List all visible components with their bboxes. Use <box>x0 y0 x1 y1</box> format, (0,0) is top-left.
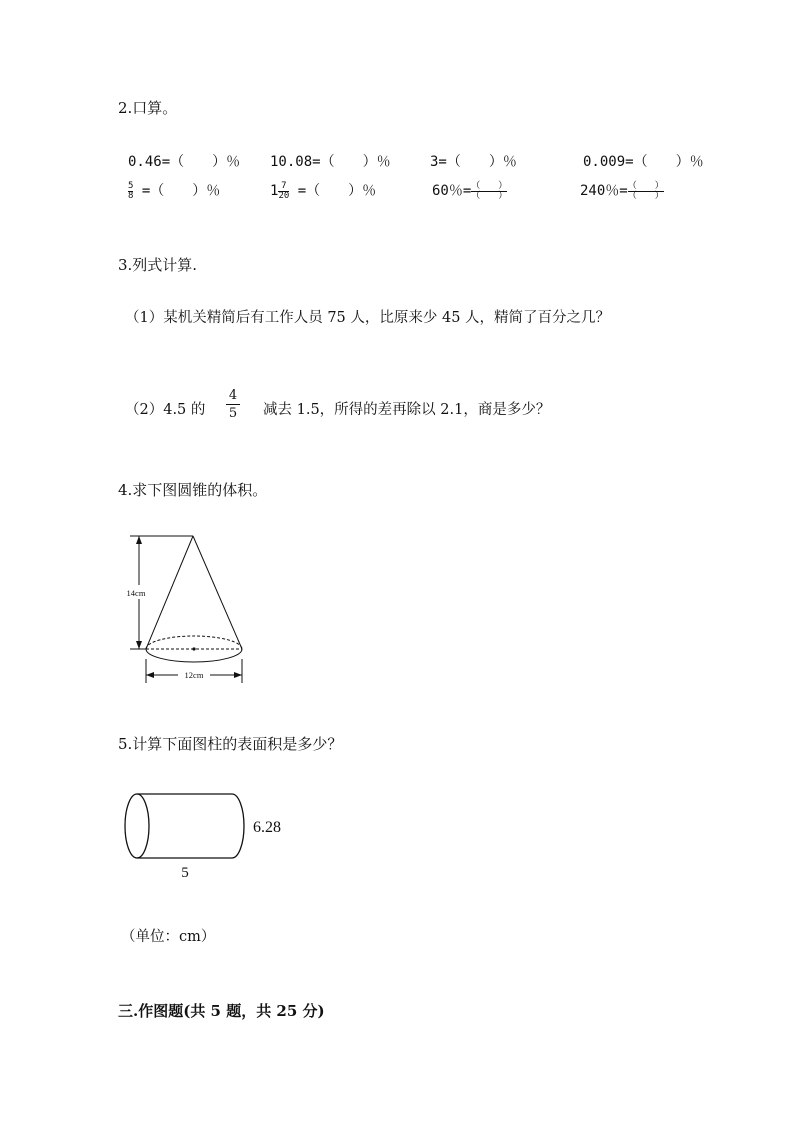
cone-right-side <box>193 536 242 649</box>
fraction-denominator: （ ） <box>471 190 508 201</box>
q5-title: 5.计算下面图柱的表面积是多少？ <box>118 735 343 753</box>
cylinder-figure <box>118 785 308 885</box>
cone-base-back <box>146 636 242 649</box>
q3-part-1: （1）某机关精简后有工作人员 75 人，比原来少 45 人，精简了百分之几？ <box>125 310 611 326</box>
fraction <box>278 182 289 201</box>
arrow-left-icon <box>146 672 154 678</box>
q3-part-2-suffix: 减去 1.5，所得的差再除以 2.1，商是多少？ <box>263 402 551 418</box>
q4-title: 4.求下图圆锥的体积。 <box>118 481 268 499</box>
height-label: 14cm <box>126 588 146 598</box>
q2-item-6 <box>270 180 376 201</box>
fraction <box>628 182 664 201</box>
section-3-title: 三.作图题(共 5 题，共 25 分) <box>118 1002 325 1020</box>
length-label: 5 <box>181 865 189 881</box>
q3-title: 3.列式计算. <box>118 256 198 274</box>
q2-item-3: 3=（ ）％ <box>430 154 517 170</box>
fraction-numerator: 7 <box>281 180 287 191</box>
cylinder-right-face <box>232 794 244 858</box>
fraction-denominator: 5 <box>228 406 238 421</box>
cone-center-point <box>192 647 195 650</box>
arrow-down-icon <box>136 641 142 649</box>
q2-item-4: 0.009=（ ）％ <box>583 154 704 170</box>
cylinder-left-face <box>125 794 149 858</box>
fraction-numerator: 4 <box>228 388 238 403</box>
fraction-denominator: 20 <box>278 190 290 201</box>
circumference-label: 6.28 <box>253 819 281 836</box>
fraction <box>128 182 133 201</box>
q3-part-2-fraction <box>226 389 240 420</box>
item-head: 60％= <box>432 183 472 199</box>
fraction-numerator: 5 <box>128 180 134 191</box>
cone-figure <box>118 525 268 695</box>
q2-title: 2.口算。 <box>118 99 178 117</box>
q3-part-2-prefix: （2）4.5 的 <box>125 402 206 418</box>
item-tail: =（ ）％ <box>141 183 221 199</box>
q5-unit-note: （单位：cm） <box>121 929 216 945</box>
fraction-numerator: （ ） <box>471 180 508 191</box>
fraction <box>471 182 507 201</box>
arrow-up-icon <box>136 536 142 544</box>
q2-item-5 <box>128 180 220 201</box>
item-tail: =（ ）％ <box>297 183 377 199</box>
q2-item-1: 0.46=（ ）％ <box>128 154 241 170</box>
cone-left-side <box>146 536 193 649</box>
q2-item-2: 10.08=（ ）％ <box>270 154 391 170</box>
arrow-right-icon <box>234 672 242 678</box>
diameter-label: 12cm <box>184 670 204 680</box>
item-head: 240％= <box>580 183 628 199</box>
q2-item-8 <box>580 180 664 201</box>
q2-item-7 <box>432 180 507 201</box>
fraction-numerator: （ ） <box>627 180 664 191</box>
fraction-denominator: 8 <box>128 190 134 201</box>
fraction-bar <box>226 404 240 405</box>
mixed-number-whole: 1 <box>270 183 279 199</box>
fraction <box>226 389 240 420</box>
cone-base-front <box>146 649 242 662</box>
fraction-denominator: （ ） <box>627 190 664 201</box>
